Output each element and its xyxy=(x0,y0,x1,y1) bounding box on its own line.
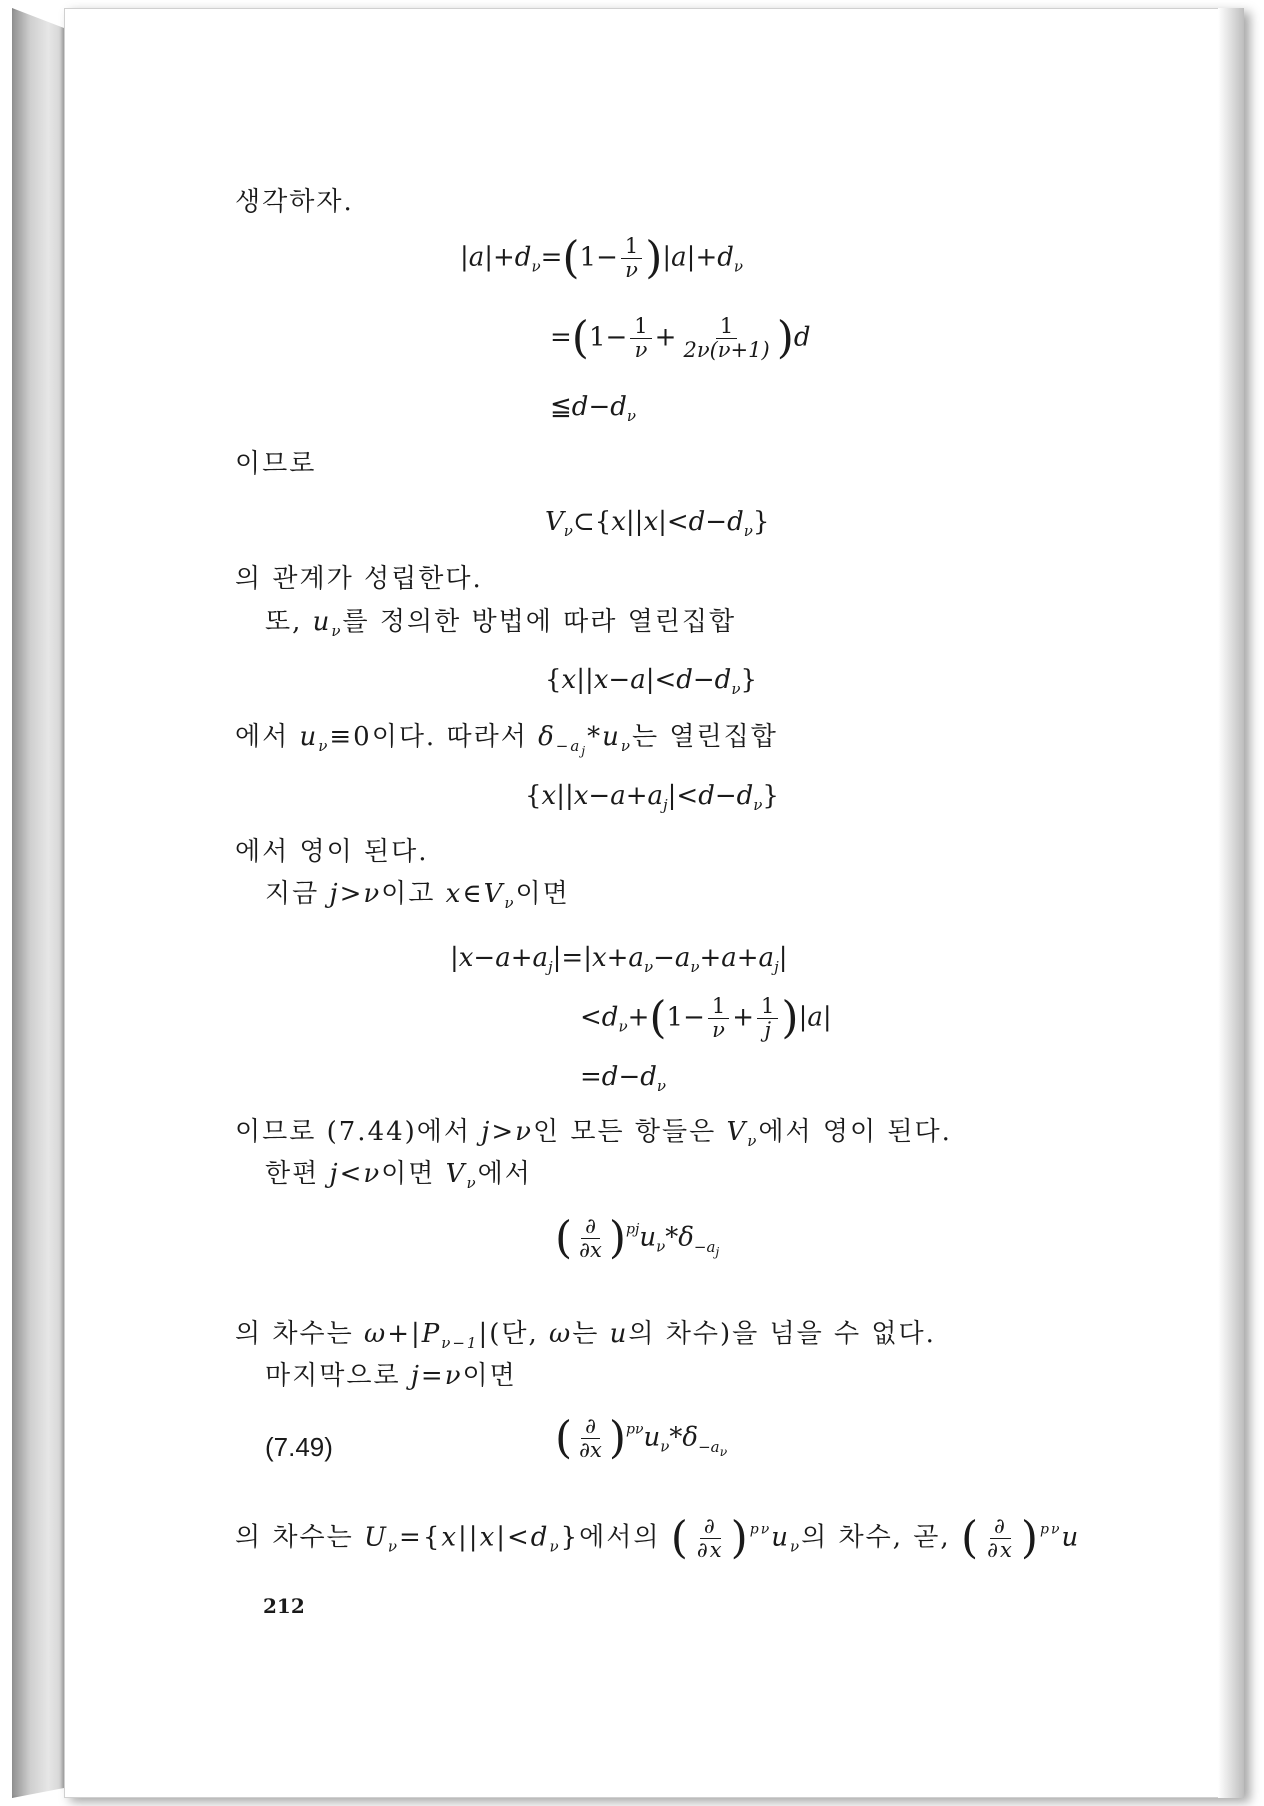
text-line-8: 이므로 (7.44)에서 j>ν인 모든 항들은 $V_\nu$에서 영이 된다. xyxy=(235,1117,952,1150)
text-line-4a: 또, xyxy=(265,607,303,637)
equation-5a: $|x-a+a_j|=|x+a_\nu-a_\nu+a+a_j|$ xyxy=(450,943,788,976)
text-line-5b: 이다. 따라서 xyxy=(371,722,528,752)
equation-1b: =(1− $\frac{1}{\nu}$ + $\frac{1}{2\nu(\nu+1)}$ )d xyxy=(550,312,811,364)
text-line-5: 에서 $u_\nu\equiv 0$이다. 따라서 $\delta_{-a_j}*u_\nu$는 열린집합 xyxy=(235,722,778,758)
equation-7: ( $\frac{\partial}{\partial x}$ )$^{p\nu}u_\nu*\delta_{-a_\nu}$ xyxy=(555,1412,728,1464)
text-line-9b: 이면 xyxy=(381,1159,436,1189)
text-line-12c: 의 차수, 곧, xyxy=(801,1522,951,1553)
text-line-9: 한편 j<ν이면 $V_\nu$에서 xyxy=(265,1159,532,1192)
equation-1a: $|a|+d_\nu=(1-$ $\frac{1}{\nu}$ )$|a|+d_\nu$ xyxy=(460,232,743,284)
text-line-5c: 는 열린집합 xyxy=(632,722,778,752)
text-line-7c: 이면 xyxy=(515,879,570,909)
text-line-12: 의 차수는 $U_\nu=\{x||x|<d_\nu\}$에서의 ( $\frac{\partial}{\partial x}$ )$^{p\nu}u_\nu$의 차수, 곧, ( $\frac{\partial}{\partial x}$ )$^{p\nu}$u xyxy=(235,1512,1081,1564)
text-line-10b: (단, xyxy=(489,1319,539,1349)
book-spine xyxy=(12,8,64,1798)
text-line-8c: 에서 영이 된다. xyxy=(758,1117,952,1147)
text-line-11a: 마지막으로 xyxy=(265,1361,401,1391)
text-line-8b: 인 모든 항들은 xyxy=(532,1117,717,1147)
text-line-10a: 의 차수는 xyxy=(235,1319,354,1349)
text-line-5a: 에서 xyxy=(235,722,290,752)
text-line-10d: 의 차수)을 넘을 수 없다. xyxy=(628,1319,936,1349)
text-line-4b: 를 정의한 방법에 따라 열린집합 xyxy=(342,607,737,637)
text-line-8a: 이므로 (7.44)에서 xyxy=(235,1117,472,1147)
text-line-6: 에서 영이 된다. xyxy=(235,837,429,867)
equation-2: $V_\nu\subset\{x||x|<d-d_\nu\}$ xyxy=(545,507,770,540)
text-line-9c: 에서 xyxy=(477,1159,532,1189)
text-line-3: 의 관계가 성립한다. xyxy=(235,564,483,594)
equation-5b: $<d_\nu+(1-$ $\frac{1}{\nu}$ + $\frac{1}{j}$ )|a| xyxy=(580,992,832,1044)
text-line-11b: 이면 xyxy=(462,1361,517,1391)
text-line-11: 마지막으로 j=ν이면 xyxy=(265,1361,517,1391)
text-line-4: 또, $u_\nu$를 정의한 방법에 따라 열린집합 xyxy=(265,607,737,640)
equation-label: (7.49) xyxy=(265,1432,333,1462)
text-line-7a: 지금 xyxy=(265,879,320,909)
equation-4: $\{x||x-a+a_j|<d-d_\nu\}$ xyxy=(525,781,779,814)
text-line-1: 생각하자. xyxy=(235,187,354,217)
text-line-10c: 는 xyxy=(572,1319,600,1349)
page-number: 212 xyxy=(263,1594,305,1618)
text-line-7: 지금 j>ν이고 $x\in V_\nu$이면 xyxy=(265,879,570,912)
text-line-12b: 에서의 xyxy=(579,1522,661,1553)
equation-5c: $=d-d_\nu$ xyxy=(580,1062,666,1095)
text-line-12a: 의 차수는 xyxy=(235,1522,354,1553)
text-line-10: 의 차수는 $\omega+|P_{\nu-1}|$(단, ω는 u의 차수)을 넘을 수 없다. xyxy=(235,1319,936,1352)
equation-1c: $≦d-d_\nu$ xyxy=(550,392,636,425)
text-line-7b: 이고 xyxy=(381,879,436,909)
page-edge xyxy=(1218,8,1244,1798)
text-line-9a: 한편 xyxy=(265,1159,320,1189)
equation-6: ( $\frac{\partial}{\partial x}$ )$^{pj}u_\nu*\delta_{-a_j}$ xyxy=(555,1212,720,1264)
text-line-2: 이므로 xyxy=(235,449,317,479)
equation-3: $\{x||x-a|<d-d_\nu\}$ xyxy=(545,665,757,698)
